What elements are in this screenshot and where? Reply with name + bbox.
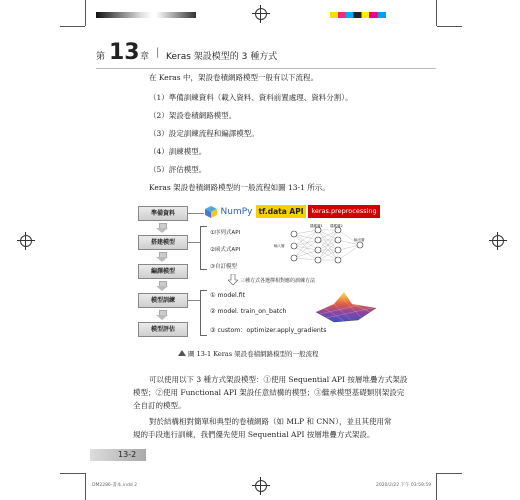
connector-line xyxy=(188,213,204,214)
crop-mark xyxy=(436,0,437,26)
build-option: ②函式式API xyxy=(210,247,241,253)
nn-output-label: 輸出層 xyxy=(354,238,365,242)
crop-mark xyxy=(60,473,85,474)
registration-mark-left xyxy=(20,235,32,247)
connector-line xyxy=(188,242,200,243)
flow-intro: Keras 架設卷積網路模型的一般流程如圖 13-1 所示。 xyxy=(149,183,330,192)
build-option: ③自訂模型 xyxy=(210,264,237,270)
nn-input-label: 輸入層 xyxy=(274,244,285,248)
numpy-cube-icon xyxy=(204,205,218,219)
flow-step-compile-model: 編譯模型 xyxy=(138,264,188,279)
footer-timestamp: 2020/2/22 下午 03:59:59 xyxy=(376,483,432,488)
crop-mark xyxy=(437,473,462,474)
train-option: ② model. train_on_batch xyxy=(210,308,287,315)
print-gray-bar-1 xyxy=(96,12,152,18)
header-rule xyxy=(96,68,436,69)
connector-line xyxy=(188,300,200,301)
train-option: ③ custom：optimizer.apply_gradients xyxy=(210,327,327,334)
chapter-header xyxy=(96,42,426,66)
flow-figure xyxy=(138,200,384,338)
crop-mark xyxy=(437,26,462,27)
down-arrow-icon xyxy=(156,252,168,262)
crop-mark xyxy=(85,473,86,500)
step-item: （3）設定訓練流程和編譯模型。 xyxy=(149,129,259,138)
chapter-suffix: 章 xyxy=(140,52,150,62)
step-item: （5）評估模型。 xyxy=(149,165,207,174)
paragraph-line: 規的手段進行訓練，我們優先使用 Sequential API 按層堆疊方式架設。 xyxy=(133,430,375,439)
train-options-bracket xyxy=(200,290,207,336)
flow-step-train-model: 模型訓練 xyxy=(138,293,188,308)
crop-mark xyxy=(85,0,86,26)
flow-step-prepare-data: 準備資料 xyxy=(138,206,188,221)
figure-caption: 圖 13-1 Keras 架設卷積網路模型的一般流程 xyxy=(188,350,319,358)
registration-mark-top xyxy=(255,8,267,20)
numpy-logo xyxy=(204,204,253,220)
surface-plot-image xyxy=(314,290,378,324)
build-options-bracket xyxy=(200,226,207,270)
flow-step-build-model: 搭建模型 xyxy=(138,235,188,250)
registration-mark-right xyxy=(492,235,504,247)
step-item: （2）架設卷積網路模型。 xyxy=(149,111,237,120)
nn-hidden2-label: 隱藏層2 xyxy=(330,224,343,228)
nn-hidden1-label: 隱藏層1 xyxy=(310,224,323,228)
registration-mark-bottom xyxy=(255,480,267,492)
keras-preprocessing-logo xyxy=(308,205,380,218)
tfdata-logo xyxy=(256,205,306,218)
crop-mark xyxy=(436,473,437,500)
page-number: 13-2 xyxy=(118,450,137,459)
train-option: ① model.fit xyxy=(210,292,246,299)
paragraph-line: 對於結構相對簡單和典型的卷積網路（如 MLP 和 CNN），並且其使用常 xyxy=(149,417,392,426)
down-arrow-icon xyxy=(156,310,168,320)
print-gray-bar-2 xyxy=(156,12,196,18)
down-arrow-icon xyxy=(156,281,168,291)
numpy-label: NumPy xyxy=(220,207,253,217)
flow-step-evaluate-model: 模型評估 xyxy=(138,322,188,337)
chapter-number: 13 xyxy=(109,40,140,65)
paragraph-line: 全自訂的模型。 xyxy=(133,401,186,410)
tfdata-label: tf.data API xyxy=(258,207,304,216)
paragraph-line: 可以使用以下 3 種方式架設模型：①使用 Sequential API 按層堆疊方式架設 xyxy=(149,375,408,384)
chapter-separator: | xyxy=(156,47,160,58)
neural-network-diagram xyxy=(272,222,370,272)
intro-paragraph: 在 Keras 中，架設卷積網路模型一般有以下流程。 xyxy=(149,73,319,82)
hollow-down-arrow-icon xyxy=(228,274,238,286)
down-arrow-icon xyxy=(156,223,168,233)
paragraph-line: 模型；②使用 Functional API 架設任意結構的模型；③繼承模型基礎類別架設完 xyxy=(133,388,405,397)
print-color-bar xyxy=(330,12,386,18)
crop-mark xyxy=(60,26,85,27)
build-note: 三種方式各選擇相對應的訓練方法 xyxy=(240,278,316,284)
caption-triangle-icon xyxy=(178,350,186,356)
step-item: （1）準備訓練資料（載入資料、資料前置處理、資料分割）。 xyxy=(149,93,353,102)
chapter-prefix: 第 xyxy=(96,52,106,62)
build-option: ①序列式API xyxy=(210,230,241,236)
footer-file-slug: DM2286-書本.indd 2 xyxy=(92,483,137,488)
chapter-title: Keras 架設模型的 3 種方式 xyxy=(166,52,278,62)
keras-preprocessing-label: keras.preprocessing xyxy=(311,207,377,215)
step-item: （4）訓練模型。 xyxy=(149,147,207,156)
